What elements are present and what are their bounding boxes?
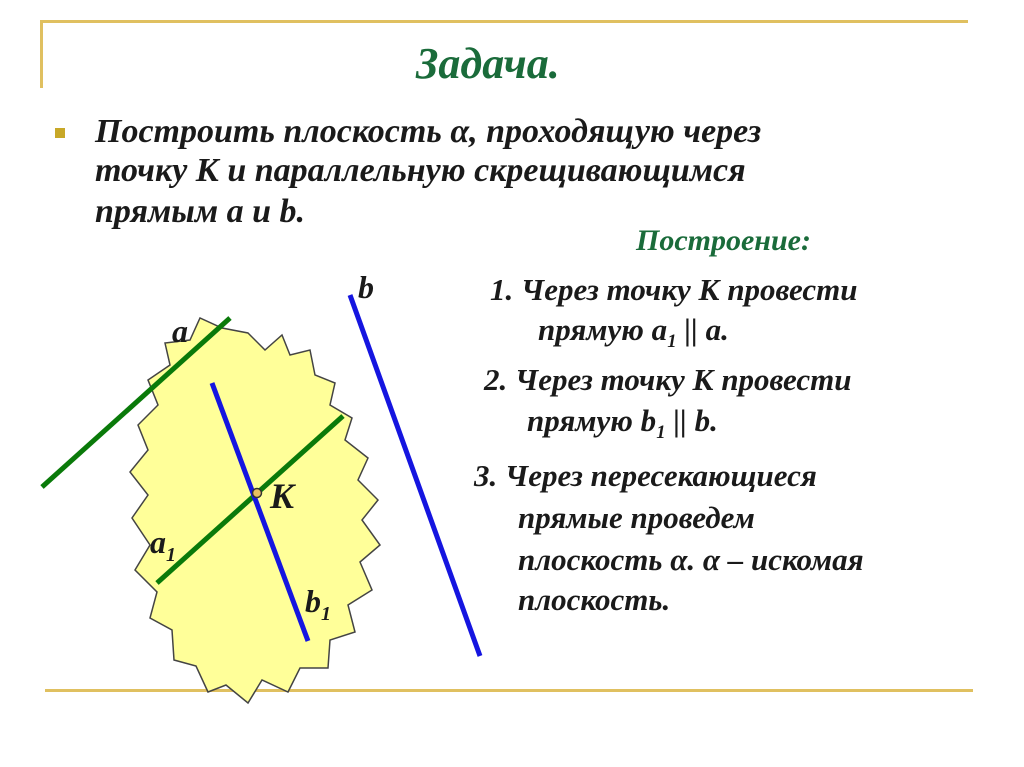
step-1-text: прямую a	[538, 312, 668, 347]
slide-title: Задача.	[416, 39, 560, 88]
task-text-line-1: Построить плоскость α, проходящую через	[95, 113, 762, 150]
task-text-line-2: точку К и параллельную скрещивающимся	[95, 152, 746, 189]
line-b	[350, 295, 480, 656]
task-text-line-3: прямым a и b.	[95, 193, 306, 230]
step-1-parallel: || a.	[676, 312, 729, 347]
step-2-subscript: 1	[656, 422, 666, 444]
label-K: K	[270, 476, 295, 516]
step-3-line-4: плоскость.	[518, 582, 671, 617]
step-1-line-1: 1. Через точку К провести	[490, 272, 858, 307]
step-1-subscript: 1	[667, 331, 677, 353]
step-3-line-1: 3. Через пересекающиеся	[474, 458, 817, 493]
label-b1: $b_1$	[305, 583, 331, 625]
construction-heading: Построение:	[636, 224, 811, 257]
label-a: a	[172, 313, 188, 349]
step-3-line-2: прямые проведем	[518, 500, 755, 535]
label-a1: $a_1$	[150, 524, 176, 566]
label-b: b	[358, 269, 374, 305]
step-2-parallel: || b.	[665, 403, 718, 438]
step-3-line-3: плоскость α. α – искомая	[518, 542, 864, 577]
step-2-line-1: 2. Через точку К провести	[484, 362, 852, 397]
point-K	[253, 489, 262, 498]
step-2-text: прямую b	[527, 403, 657, 438]
